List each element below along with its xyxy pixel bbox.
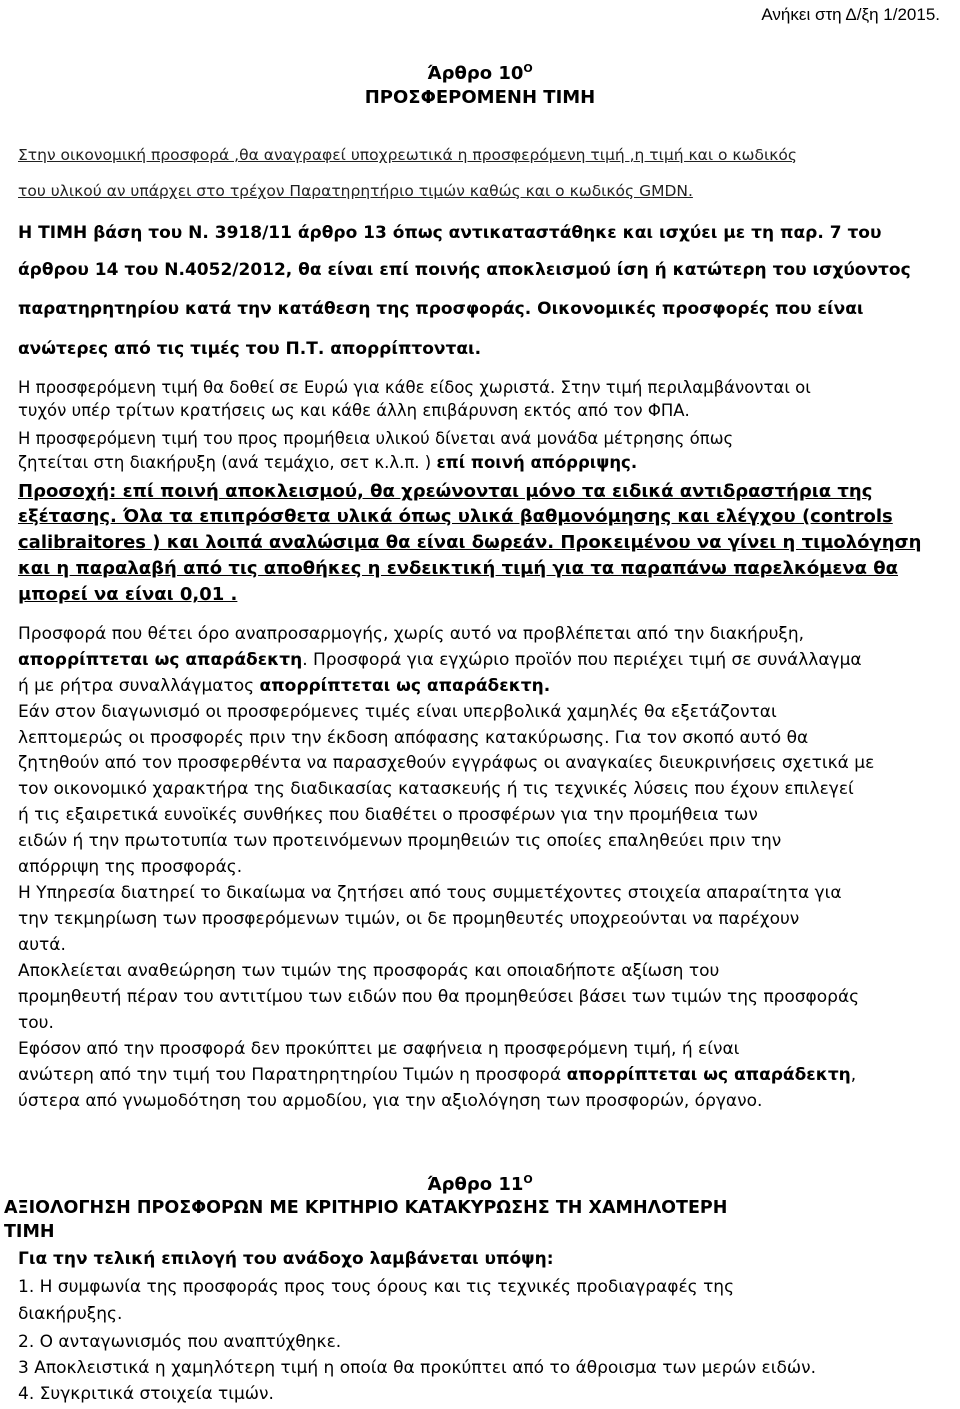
paragraph-line: ζητείται στη διακήρυξη (ανά τεμάχιο, σετ κ.λ.π. ) επί ποινή απόρριψης.	[18, 453, 638, 472]
paragraph-line: ή τις εξαιρετικά ευνοϊκές συνθήκες που διαθέτει ο προσφέρων για την προμήθεια των	[18, 805, 758, 825]
notice-line: calibraitores ) και λοιπά αναλώσιμα θα είναι δωρεάν. Προκειμένου να γίνει η τιμολόγηση	[18, 532, 922, 553]
list-item: 3 Αποκλειστικά η χαμηλότερη τιμή η οποία θα προκύπτει από το άθροισμα των μερών ειδών.	[18, 1358, 817, 1378]
article-11-intro: Για την τελική επιλογή του ανάδοχο λαμβάνεται υπόψη:	[18, 1249, 554, 1269]
paragraph-line: Η ΤΙΜΗ βάση του Ν. 3918/11 άρθρο 13 όπως αντικαταστάθηκε και ισχύει με τη παρ. 7 του	[18, 223, 882, 243]
list-item: 2. Ο ανταγωνισμός που αναπτύχθηκε.	[18, 1332, 342, 1352]
notice-line: και η παραλαβή από τις αποθήκες η ενδεικτική τιμή για τα παραπάνω παρελκόμενα θα	[18, 558, 899, 579]
list-item: 4. Συγκριτικά στοιχεία τιμών.	[18, 1384, 274, 1404]
paragraph-line: λεπτομερώς οι προσφορές πριν την έκδοση απόφασης κατακύρωσης. Για τον σκοπό αυτό θα	[18, 728, 809, 748]
notice-line: Προσοχή: επί ποινή αποκλεισμού, θα χρεώνονται μόνο τα ειδικά αντιδραστήρια της	[18, 481, 873, 502]
paragraph-line: Αποκλείεται αναθεώρηση των τιμών της προσφοράς και οποιαδήποτε αξίωση του	[18, 961, 720, 981]
article-11-title: Άρθρο $11^O$	[427, 1173, 533, 1195]
article-10-subtitle: ΠΡΟΣΦΕΡΟΜΕΝΗ ΤΙΜΗ	[364, 87, 596, 108]
paragraph-line: την τεκμηρίωση των προσφερόμενων τιμών, οι δε προμηθευτές υποχρεούνται να παρέχουν	[18, 909, 800, 929]
paragraph-line: τον οικονομικό χαρακτήρα της διαδικασίας κατασκευής ή τις τεχνικές λύσεις που έχουν επιλεγεί	[18, 779, 854, 799]
paragraph-line: ή με ρήτρα συναλλάγματος απορρίπτεται ως απαράδεκτη.	[18, 676, 551, 696]
paragraph-line: Εάν στον διαγωνισμό οι προσφερόμενες τιμές είναι υπερβολικά χαμηλές θα εξετάζονται	[18, 702, 777, 722]
paragraph-line: αυτά.	[18, 935, 66, 955]
paragraph-line: ύστερα από γνωμοδότηση του αρμοδίου, για την αξιολόγηση των προσφορών, όργανο.	[18, 1091, 763, 1111]
paragraph-line: ειδών ή την πρωτοτυπία των προτεινόμενων προμηθειών τις οποίες επαληθεύει πριν την	[18, 831, 782, 851]
paragraph-line: τυχόν υπέρ τρίτων κρατήσεις ως και κάθε άλλη επιβάρυνση εκτός από τον ΦΠΑ.	[18, 401, 690, 420]
paragraph-line: προμηθευτή πέραν του αντιτίμου των ειδών που θα προμηθεύσει βάσει των τιμών της προσφοράς	[18, 987, 860, 1007]
document-reference: Ανήκει στη Δ/ξη 1/2015.	[761, 5, 940, 24]
notice-line: εξέτασης. Όλα τα επιπρόσθετα υλικά όπως υλικά βαθμονόμησης και ελέγχου (controls	[18, 506, 893, 527]
article-11-heading: ΑΞΙΟΛΟΓΗΣΗ ΠΡΟΣΦΟΡΩΝ ΜΕ ΚΡΙΤΗΡΙΟ ΚΑΤΑΚΥΡΩΣΗΣ ΤΗ ΧΑΜΗΛΟΤΕΡΗ	[4, 1198, 728, 1218]
paragraph-line: του.	[18, 1013, 54, 1033]
paragraph-line: Εφόσον από την προσφορά δεν προκύπτει με σαφήνεια η προσφερόμενη τιμή, ή είναι	[18, 1039, 740, 1059]
paragraph-line: Προσφορά που θέτει όρο αναπροσαρμογής, χωρίς αυτό να προβλέπεται από την διακήρυξη,	[18, 624, 805, 644]
paragraph-line: ανώτερη από την τιμή του Παρατηρητηρίου Τιμών η προσφορά απορρίπτεται ως απαράδεκτη,	[18, 1065, 857, 1085]
notice-line: μπορεί να είναι 0,01 .	[18, 584, 238, 605]
paragraph-line: ζητηθούν από τον προσφερθέντα να παρασχεθούν εγγράφως οι αναγκαίες διευκρινήσεις σχετικά με	[18, 753, 875, 773]
list-item: διακήρυξης.	[18, 1304, 123, 1324]
paragraph-line: άρθρου 14 του Ν.4052/2012, θα είναι επί ποινής αποκλεισμού ίση ή κατώτερη του ισχύοντος	[18, 260, 911, 280]
article-11-heading: ΤΙΜΗ	[4, 1222, 55, 1242]
paragraph-line: παρατηρητηρίου κατά την κατάθεση της προσφοράς. Οικονομικές προσφορές που είναι	[18, 299, 864, 319]
paragraph-line: Η προσφερόμενη τιμή του προς προμήθεια υλικού δίνεται ανά μονάδα μέτρησης όπως	[18, 429, 734, 448]
list-item: 1. Η συμφωνία της προσφοράς προς τους όρους και τις τεχνικές προδιαγραφές της	[18, 1277, 735, 1297]
article-10-title: Άρθρο $10^O$	[427, 62, 533, 84]
paragraph-line: του υλικού αν υπάρχει στο τρέχον Παρατηρητήριο τιμών καθώς και ο κωδικός GMDN.	[18, 182, 693, 200]
paragraph-line: ανώτερες από τις τιμές του Π.Τ. απορρίπτονται.	[18, 339, 482, 359]
paragraph-line: Στην οικονομική προσφορά ,θα αναγραφεί υποχρεωτικά η προσφερόμενη τιμή ,η τιμή και ο κωδικός	[18, 146, 797, 164]
paragraph-line: Η Υπηρεσία διατηρεί το δικαίωμα να ζητήσει από τους συμμετέχοντες στοιχεία απαραίτητα για	[18, 883, 842, 903]
paragraph-line: απόρριψη της προσφοράς.	[18, 857, 243, 877]
paragraph-line: απορρίπτεται ως απαράδεκτη. Προσφορά για εγχώριο προϊόν που περιέχει τιμή σε συνάλλαγμα	[18, 650, 862, 670]
paragraph-line: Η προσφερόμενη τιμή θα δοθεί σε Ευρώ για κάθε είδος χωριστά. Στην τιμή περιλαμβάνονται οι	[18, 378, 811, 397]
